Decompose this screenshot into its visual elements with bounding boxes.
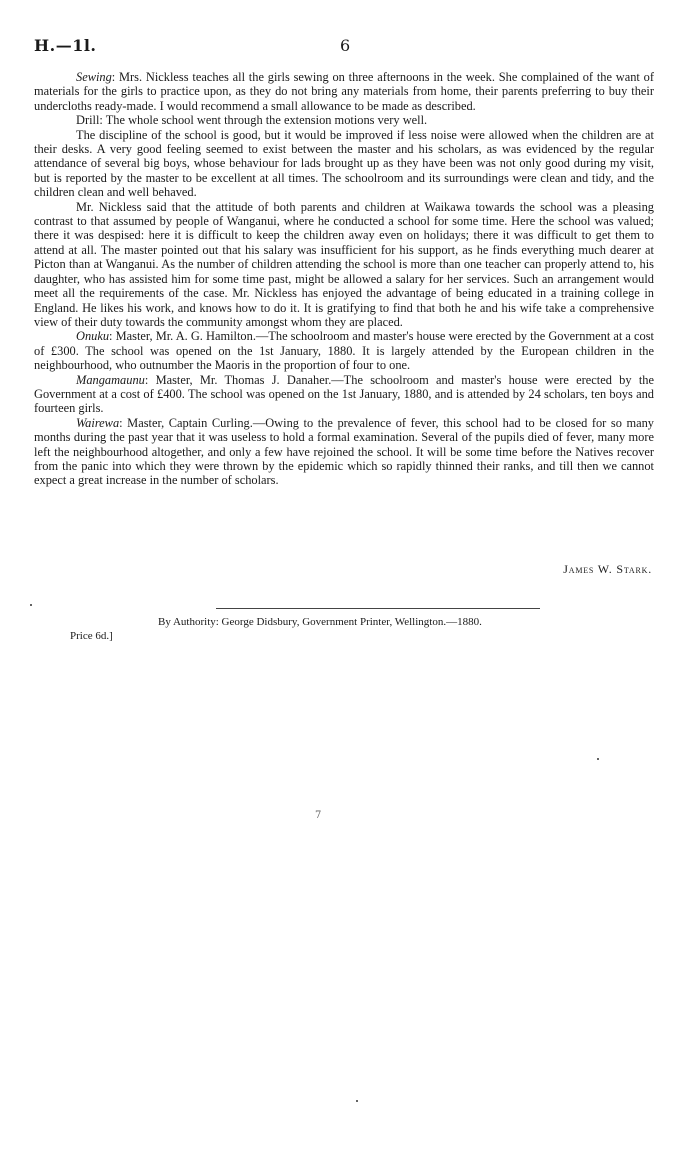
mangamaunu-label: Mangamaunu [76,372,145,387]
print-speck [30,604,32,606]
sewing-text: : Mrs. Nickless teaches all the girls sewing on three afternoons in the week. She complained of the want of materials for the girls to practice upon, as they do not bring any materials from home, their parents preferring to buy their undercloths ready-made. I would recommend a small allowance to be made as described. [34,70,654,113]
printer-imprint: By Authority: George Didsbury, Government Printer, Wellington.—1880. [158,616,482,628]
print-speck [597,758,599,760]
wairewa-text: : Master, Captain Curling.—Owing to the prevalence of fever, this school had to be closed for so many months during the past year that it was useless to hold a formal examination. Several of the pupils died of fever, many more left the neighbourhood altogether, and only a few have rejoined the school. It will be some time before the Natives recover from the panic into which they were thrown by the epidemic which so rapidly thinned their ranks, and till then we cannot expect a great increase in the number of scholars. [34,415,654,488]
paragraph-onuku [34,329,654,372]
page-number: 6 [340,36,351,55]
onuku-text: : Master, Mr. A. G. Hamilton.—The schoolroom and master's house were erected by the Government at a cost of £300. The school was opened on the 1st January, 1880. It is largely attended by the European children in the neighbourhood, who outnumber the Maoris in the proportion of four to one. [34,329,654,373]
paragraph-wairewa [34,416,654,488]
paragraph-mangamaunu [34,373,654,416]
paragraph-nickless: Mr. Nickless said that the attitude of both parents and children at Waikawa towards the school was a pleasing contrast to that assumed by people of Wanganui, where he conducted a school for some time. Here the school was valued; there it was despised: here it is difficult to keep the children away even on holidays; there it was difficult to get them to attend at all. The master pointed out that his salary was insufficient for his support, as he finds everything much dearer at Picton than at Wanganui. As the number of children attending the school is more than one teacher can properly attend to, his daughter, who has assisted him for some time past, might be allowed a salary for her services. Such an arrangement would meet all the requirements of the case. Mr. Nickless has enjoyed the advantage of being educated in a training college in England. He likes his work, and knows how to do it. It is gratifying to find that both he and his wife take a comprehensive view of their duty towards the community amongst whom they are placed. [34,199,654,329]
print-speck [356,1100,358,1102]
signature: James W. Stark. [563,562,652,576]
mangamaunu-text: : Master, Mr. Thomas J. Danaher.—The schoolroom and master's house were erected by the Government at a cost of £400. The school was opened on the 1st January, 1880, and is attended by 24 scholars, ten boys and fourteen girls. [34,372,654,416]
divider-rule [216,608,540,609]
paragraph-drill: Drill: The whole school went through the extension motions very well. [76,113,428,128]
sewing-label: Sewing [76,70,112,84]
wairewa-label: Wairewa [76,415,120,430]
folio-mark: 7 [315,810,322,821]
document-reference: H.—1l. [34,36,97,55]
paragraph-discipline: The discipline of the school is good, but it would be improved if less noise were allowed when the children are at their desks. A very good feeling seemed to exist between the master and his scholars, as was evidenced by the regular attendance of several big boys, whose behaviour for lads brought up as they have been was not only good during my visit, but is reported by the master to be excellent at all times. The schoolroom and its surroundings were clean and tidy, and the children clean and well behaved. [34,127,654,200]
report-body [34,70,654,488]
paragraph-sewing [34,70,654,113]
onuku-label: Onuku [76,329,110,344]
price-note: Price 6d.] [70,630,113,642]
